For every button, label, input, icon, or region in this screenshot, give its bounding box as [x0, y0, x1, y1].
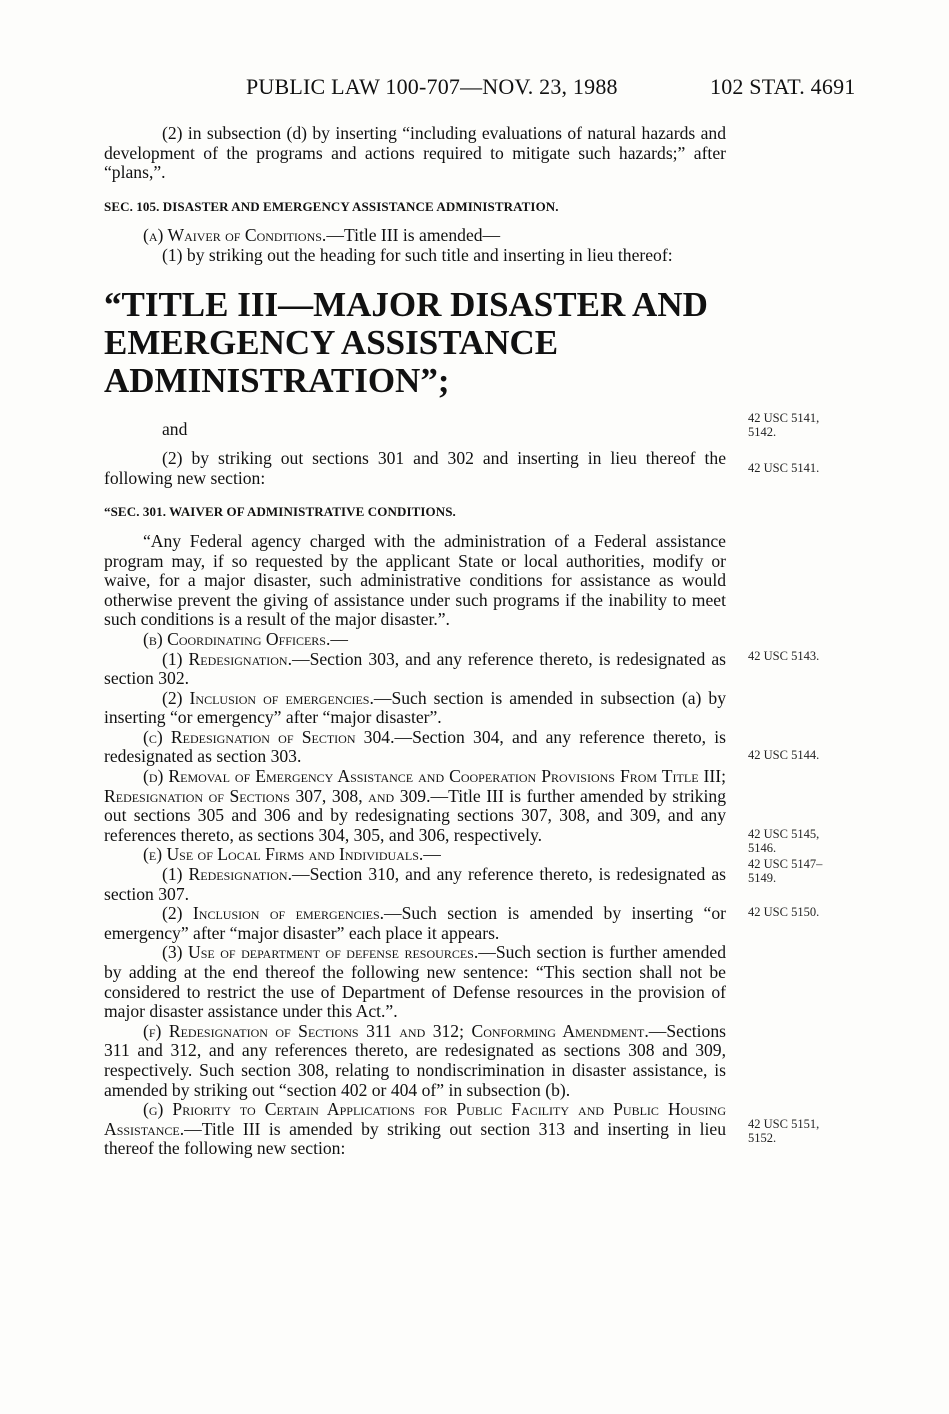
subsection-d	[104, 767, 726, 845]
subsection-c	[104, 728, 726, 767]
subsection-g	[104, 1100, 726, 1159]
running-header: PUBLIC LAW 100-707—NOV. 23, 1988	[246, 74, 618, 99]
subsection-e-3-heading: (3) Use of department of defense resources.	[162, 942, 479, 963]
subsection-e-3	[104, 943, 726, 1021]
margin-note: 42 USC 5150.	[748, 905, 820, 919]
section-301-text: “Any Federal agency charged with the administration of a Federal assistance program may, if so requested by the applicant State or local authorities, modify or waive, for a major disaster, such administrative conditions for assistance as would otherwise prevent the giving of assistance under such programs if the inability to meet such conditions is a result of the major disaster.”.	[104, 530, 726, 630]
subsection-d-heading: (d) Removal of Emergency Assistance and Cooperation Provisions From Title III; Redesignation of Sections 307, 308, and 309.	[104, 766, 726, 806]
subsection-e-2-text: —Such section is amended by inserting “or emergency” after “major disaster” each place it appears.	[104, 903, 726, 943]
subsection-f-text: —Sections 311 and 312, and any references thereto, are redesignated as sections 308 and 309, respectively. Such section 308, relating to nondiscrimination in disaster assistance, is amended by striking out “section 402 or 404 of” in subsection (b).	[104, 1020, 726, 1100]
subsection-b-2	[104, 689, 726, 728]
margin-note: 42 USC 5144.	[748, 748, 820, 762]
subsection-e-2-heading: (2) Inclusion of emergencies.	[162, 903, 385, 924]
margin-note: 42 USC 5143.	[748, 649, 820, 663]
and-connector: and	[162, 418, 188, 439]
subsection-e-3-text: —Such section is further amended by adding at the end thereof the following new sentence: “This section shall not be considered to restrict the use of Department of Defense resources in the provision of major disaster assistance under this Act.”.	[104, 942, 726, 1022]
subsection-f-heading: (f) Redesignation of Sections 311 and 312; Conforming Amendment.	[143, 1020, 649, 1041]
margin-note: 42 USC 5145, 5146.	[748, 827, 820, 855]
subsection-e-dash: —	[423, 844, 441, 865]
subsection-a-1: (1) by striking out the heading for such title and inserting in lieu thereof:	[162, 244, 673, 265]
subsection-d-text: —Title III is further amended by striking out sections 305 and 306 and by redesignating sections 307, 308, and 309, and any references thereto, as sections 304, 305, and 306, respectively.	[104, 785, 727, 845]
subsection-b-1-text: —Section 303, and any reference thereto, is redesignated as section 302.	[104, 648, 726, 689]
subsection-a-heading: (a) Waiver of Conditions.	[143, 225, 327, 246]
subsection-b-2-text: .—Such section is amended in subsection (a) by inserting “or emergency” after “major disaster”.	[104, 687, 726, 728]
subsection-f	[104, 1022, 726, 1100]
title-iii-heading: “TITLE III—MAJOR DISASTER AND EMERGENCY ASSISTANCE ADMINISTRATION”;	[104, 284, 708, 400]
subsection-g-heading: (g) Priority to Certain Applications for Public Facility and Public Housing Assistance.	[104, 1099, 726, 1139]
subsection-e-2	[104, 904, 726, 943]
subsection-e-1-text: —Section 310, and any reference thereto, is redesignated as section 307.	[104, 864, 726, 904]
subsection-b	[104, 630, 726, 650]
section-heading-301: “SEC. 301. WAIVER OF ADMINISTRATIVE CONDITIONS.	[104, 504, 456, 520]
subsection-a-2: (2) by striking out sections 301 and 302 and inserting in lieu thereof the following new section:	[104, 448, 726, 488]
margin-note: 42 USC 5147– 5149.	[748, 857, 823, 885]
subsection-e-1-heading: (1) Redesignation.	[162, 864, 292, 885]
subsection-e	[104, 845, 726, 865]
margin-note: 42 USC 5141, 5142.	[748, 411, 820, 439]
statute-page-number: 102 STAT. 4691	[710, 74, 856, 99]
subsection-b-dash: —	[330, 628, 348, 649]
subsection-b-2-heading: (2) Inclusion of emergencies	[162, 687, 370, 708]
subsection-b-heading: (b) Coordinating Officers.	[143, 628, 331, 649]
subsection-g-text: —Title III is amended by striking out section 313 and inserting in lieu thereof the following new section:	[104, 1118, 726, 1159]
subsection-e-1	[104, 865, 726, 904]
section-heading-105: SEC. 105. DISASTER AND EMERGENCY ASSISTANCE ADMINISTRATION.	[104, 198, 559, 214]
paragraph-d2: (2) in subsection (d) by inserting “including evaluations of natural hazards and development of the programs and actions required to mitigate such hazards;” after “plans,”.	[104, 123, 726, 183]
subsection-b-1	[104, 650, 726, 689]
subsection-c-text: —Section 304, and any reference thereto, is redesignated as section 303.	[104, 726, 726, 767]
document-body	[104, 124, 726, 1159]
subsection-e-heading: (e) Use of Local Firms and Individuals.	[143, 844, 424, 865]
margin-note: 42 USC 5141.	[748, 461, 820, 475]
subsection-c-heading: (c) Redesignation of Section 304.	[143, 726, 395, 747]
subsection-a-text: —Title III is amended—	[326, 225, 501, 246]
subsection-b-1-heading: (1) Redesignation.	[162, 648, 292, 669]
margin-note: 42 USC 5151, 5152.	[748, 1117, 820, 1145]
subsection-a	[104, 226, 726, 246]
